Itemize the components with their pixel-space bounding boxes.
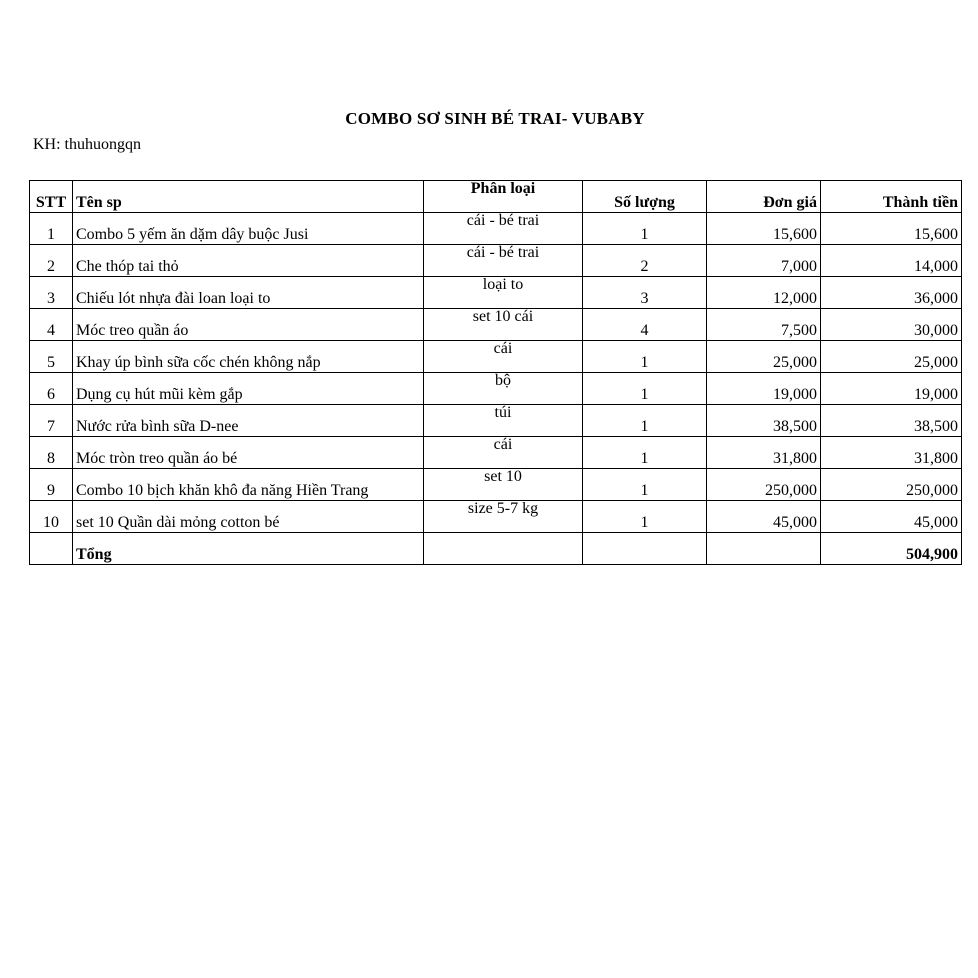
document-title: COMBO SƠ SINH BÉ TRAI- VUBABY (345, 109, 645, 128)
cell-name: Combo 5 yếm ăn dặm dây buộc Jusi (73, 213, 424, 245)
cell-total: 250,000 (821, 469, 962, 501)
cell-type: set 10 cái (424, 309, 583, 341)
cell-total: 31,800 (821, 437, 962, 469)
cell-type: cái - bé trai (424, 245, 583, 277)
cell-type: size 5-7 kg (424, 501, 583, 533)
cell-total: 15,600 (821, 213, 962, 245)
cell-type: bộ (424, 373, 583, 405)
cell-price: 7,000 (707, 245, 821, 277)
table-row (30, 245, 962, 277)
cell-total: 30,000 (821, 309, 962, 341)
table-row (30, 405, 962, 437)
table-header-row (30, 181, 962, 213)
cell-name: Khay úp bình sữa cốc chén không nắp (73, 341, 424, 373)
cell-total: 45,000 (821, 501, 962, 533)
table-row (30, 213, 962, 245)
cell-stt: 4 (30, 309, 73, 341)
table-row (30, 277, 962, 309)
cell-qty: 2 (583, 245, 707, 277)
cell-qty: 3 (583, 277, 707, 309)
header-type: Phân loại (424, 181, 583, 213)
cell-qty: 1 (583, 405, 707, 437)
cell-stt: 3 (30, 277, 73, 309)
cell-price: 31,800 (707, 437, 821, 469)
table-row (30, 373, 962, 405)
cell-type: loại to (424, 277, 583, 309)
cell-qty: 1 (583, 501, 707, 533)
cell-name: Móc treo quần áo (73, 309, 424, 341)
cell-name: Nước rửa bình sữa D-nee (73, 405, 424, 437)
total-empty-price (707, 533, 821, 565)
table-row (30, 469, 962, 501)
cell-stt: 9 (30, 469, 73, 501)
table-total-row (30, 533, 962, 565)
table-row (30, 341, 962, 373)
cell-stt: 2 (30, 245, 73, 277)
cell-type: cái (424, 341, 583, 373)
cell-qty: 4 (583, 309, 707, 341)
total-empty-qty (583, 533, 707, 565)
cell-price: 250,000 (707, 469, 821, 501)
cell-name: Che thóp tai thỏ (73, 245, 424, 277)
cell-stt: 10 (30, 501, 73, 533)
cell-total: 36,000 (821, 277, 962, 309)
cell-name: Combo 10 bịch khăn khô đa năng Hiền Trang (73, 469, 424, 501)
cell-qty: 1 (583, 213, 707, 245)
cell-stt: 1 (30, 213, 73, 245)
cell-qty: 1 (583, 373, 707, 405)
total-empty-type (424, 533, 583, 565)
table-row (30, 309, 962, 341)
table-row (30, 501, 962, 533)
cell-name: Móc tròn treo quần áo bé (73, 437, 424, 469)
cell-price: 12,000 (707, 277, 821, 309)
cell-stt: 8 (30, 437, 73, 469)
cell-total: 38,500 (821, 405, 962, 437)
cell-stt: 7 (30, 405, 73, 437)
cell-name: set 10 Quần dài mỏng cotton bé (73, 501, 424, 533)
cell-price: 45,000 (707, 501, 821, 533)
total-empty-stt (30, 533, 73, 565)
cell-type: cái (424, 437, 583, 469)
header-total: Thành tiền (821, 181, 962, 213)
cell-total: 19,000 (821, 373, 962, 405)
cell-name: Dụng cụ hút mũi kèm gắp (73, 373, 424, 405)
header-stt: STT (30, 181, 73, 213)
customer-label: KH: thuhuongqn (33, 136, 141, 153)
header-name: Tên sp (73, 181, 424, 213)
cell-qty: 1 (583, 469, 707, 501)
cell-price: 25,000 (707, 341, 821, 373)
cell-type: set 10 (424, 469, 583, 501)
cell-type: túi (424, 405, 583, 437)
cell-price: 7,500 (707, 309, 821, 341)
header-price: Đơn giá (707, 181, 821, 213)
total-label: Tổng (73, 533, 424, 565)
cell-type: cái - bé trai (424, 213, 583, 245)
table-row (30, 437, 962, 469)
cell-total: 25,000 (821, 341, 962, 373)
header-qty: Số lượng (583, 181, 707, 213)
cell-price: 15,600 (707, 213, 821, 245)
cell-qty: 1 (583, 341, 707, 373)
invoice-table (29, 180, 962, 565)
cell-price: 38,500 (707, 405, 821, 437)
cell-total: 14,000 (821, 245, 962, 277)
cell-name: Chiếu lót nhựa đài loan loại to (73, 277, 424, 309)
cell-price: 19,000 (707, 373, 821, 405)
total-value: 504,900 (821, 533, 962, 565)
cell-qty: 1 (583, 437, 707, 469)
cell-stt: 6 (30, 373, 73, 405)
cell-stt: 5 (30, 341, 73, 373)
